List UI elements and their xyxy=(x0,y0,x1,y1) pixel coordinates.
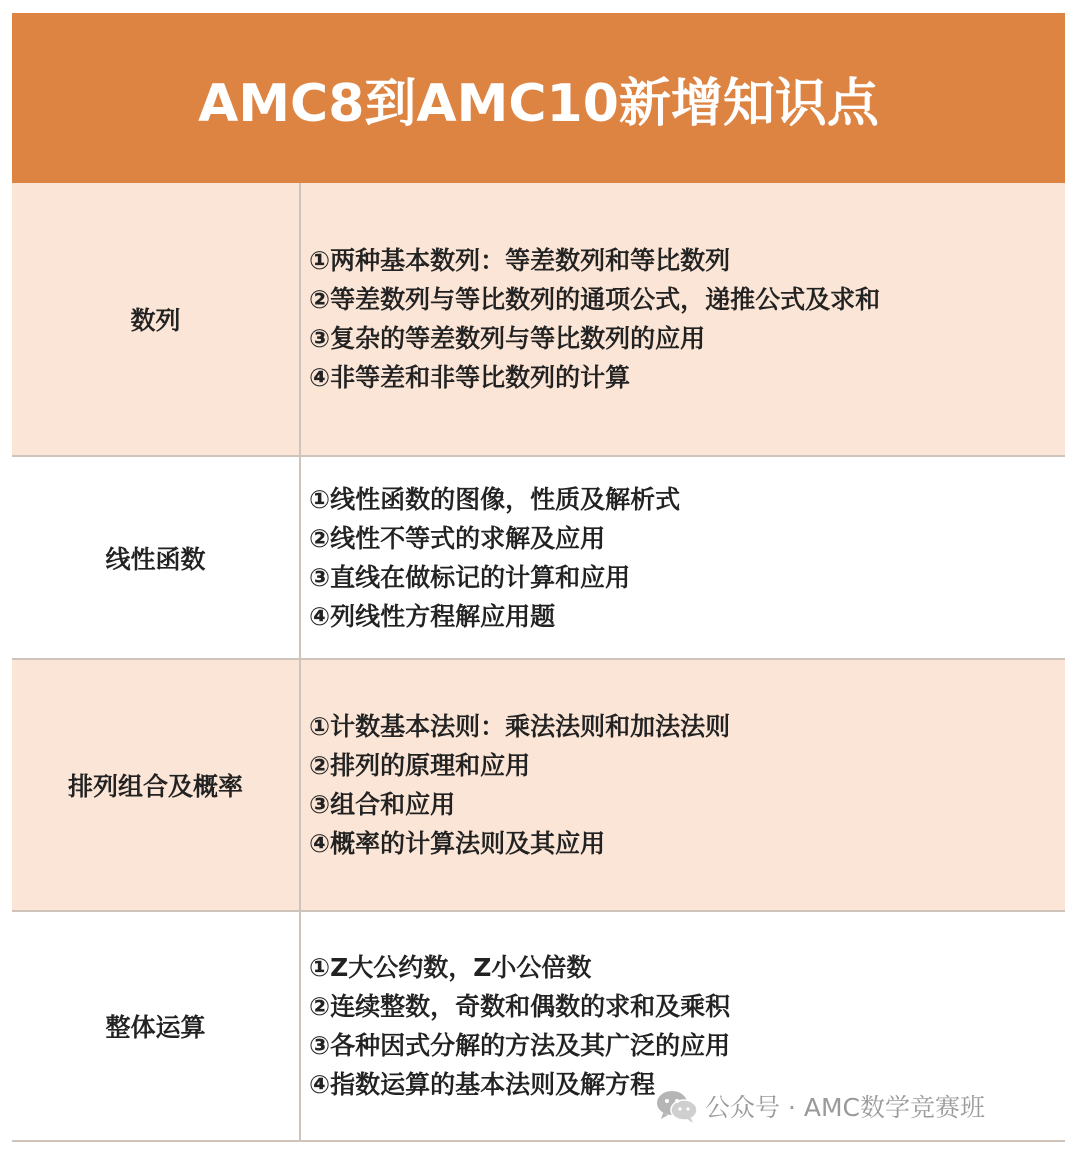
items-cell xyxy=(301,183,1065,455)
watermark-text: 公众号 · AMC数学竞赛班 xyxy=(705,1093,985,1122)
table-row xyxy=(12,183,1065,455)
items-cell xyxy=(301,457,1065,658)
list-item: ①两种基本数列：等差数列和等比数列 xyxy=(309,246,731,275)
table-row xyxy=(12,658,1065,910)
list-item: ④概率的计算法则及其应用 xyxy=(309,829,606,858)
items-cell xyxy=(301,660,1065,910)
table-header xyxy=(12,13,1065,183)
list-item: ③组合和应用 xyxy=(309,790,456,819)
list-item: ④非等差和非等比数列的计算 xyxy=(309,363,631,392)
list-item: ④指数运算的基本法则及解方程 xyxy=(309,1070,656,1099)
list-item: ②等差数列与等比数列的通项公式，递推公式及求和 xyxy=(309,285,881,314)
category-cell: 排列组合及概率 xyxy=(12,660,301,910)
list-item: ③各种因式分解的方法及其广泛的应用 xyxy=(309,1031,731,1060)
list-item: ②连续整数，奇数和偶数的求和及乘积 xyxy=(309,992,731,1021)
list-item: ②排列的原理和应用 xyxy=(309,751,531,780)
list-item: ③复杂的等差数列与等比数列的应用 xyxy=(309,324,706,353)
category-cell: 线性函数 xyxy=(12,457,301,658)
page-title: AMC8到AMC10新增知识点 xyxy=(198,73,879,134)
knowledge-table xyxy=(12,13,1065,1140)
list-item: ③直线在做标记的计算和应用 xyxy=(309,562,631,592)
list-item: ①Z大公约数，Z小公倍数 xyxy=(309,953,592,982)
table-row xyxy=(12,455,1065,658)
list-item: ①计数基本法则：乘法法则和加法法则 xyxy=(309,712,731,741)
list-item: ①线性函数的图像，性质及解析式 xyxy=(309,484,681,514)
list-item: ②线性不等式的求解及应用 xyxy=(309,523,606,553)
list-item: ④列线性方程解应用题 xyxy=(309,601,556,631)
table-body xyxy=(12,183,1065,1142)
category-cell: 整体运算 xyxy=(12,912,301,1140)
wechat-icon xyxy=(655,1088,699,1124)
category-cell: 数列 xyxy=(12,183,301,455)
watermark xyxy=(655,1088,985,1124)
